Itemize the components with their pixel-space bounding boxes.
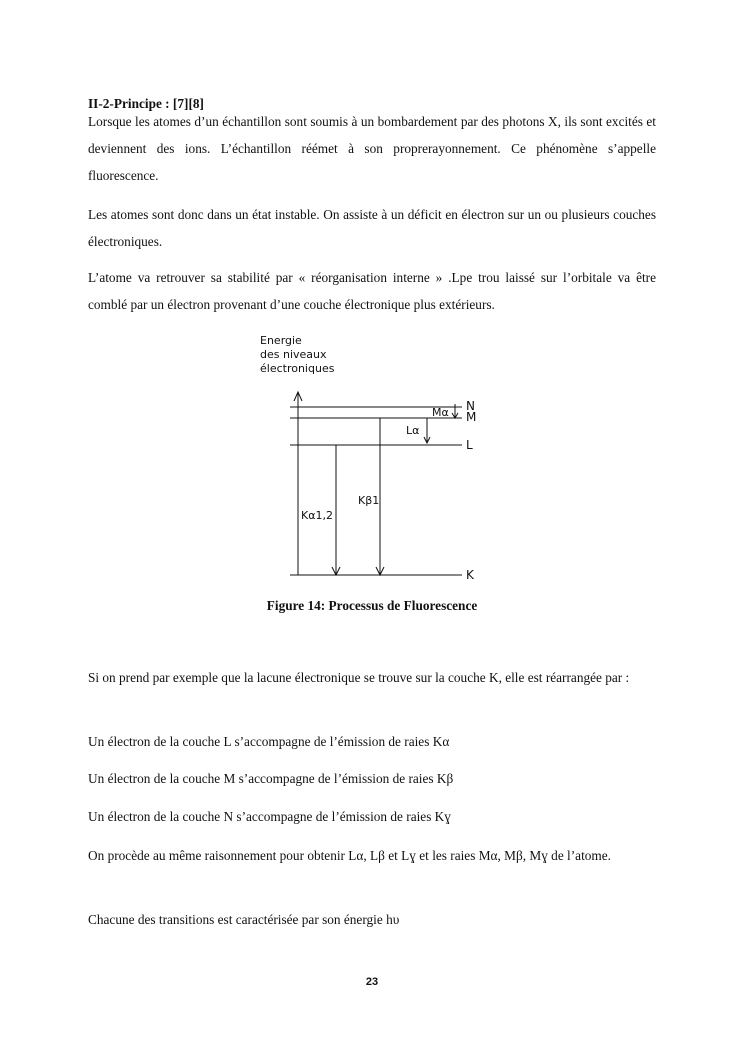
k-beta-label: Kβ1 bbox=[358, 494, 380, 507]
level-n-label: N bbox=[466, 399, 475, 413]
paragraph-example: Si on prend par exemple que la lacune électronique se trouve sur la couche K, elle est réarrangée par : bbox=[88, 670, 630, 685]
k-alpha-label: Kα1,2 bbox=[301, 509, 333, 522]
level-m-label: M bbox=[466, 410, 477, 424]
line-electron-n: Un électron de la couche N s’accompagne de l’émission de raies Kɣ bbox=[88, 809, 451, 824]
l-alpha-label: Lα bbox=[406, 424, 420, 437]
axis-label-line1: Energie bbox=[260, 334, 302, 347]
axis-label-line2: des niveaux bbox=[260, 348, 327, 361]
line-electron-l: Un électron de la couche L s’accompagne de l’émission de raies Kα bbox=[88, 734, 450, 749]
level-l-label: L bbox=[466, 438, 473, 452]
energy-level-diagram bbox=[250, 330, 490, 585]
paragraph-reorganisation: L’atome va retrouver sa stabilité par « réorganisation interne » .Lpe trou laissé sur l’orbitale va être comblé par un électron provenant d’une couche électronique plus extérieurs. bbox=[88, 270, 656, 312]
paragraph-intro: Lorsque les atomes d’un échantillon sont soumis à un bombardement par des photons X, ils sont excités et deviennent des ions. L’échantillon réémet à son proprerayonnement. Ce phénomène s’appelle fluorescence. bbox=[88, 114, 656, 183]
m-alpha-label: Mα bbox=[432, 406, 449, 419]
line-electron-m: Un électron de la couche M s’accompagne de l’émission de raies Kβ bbox=[88, 771, 454, 786]
level-k-label: K bbox=[466, 568, 474, 582]
section-heading: II-2-Principe : [7][8] bbox=[88, 96, 204, 111]
paragraph-energy: Chacune des transitions est caractérisée par son énergie hυ bbox=[88, 912, 400, 927]
page-number: 23 bbox=[365, 976, 379, 988]
figure-caption: Figure 14: Processus de Fluorescence bbox=[266, 598, 478, 613]
paragraph-reasoning: On procède au même raisonnement pour obtenir Lα, Lβ et Lɣ et les raies Mα, Mβ, Mɣ de l’atome. bbox=[88, 848, 611, 863]
axis-label-line3: électroniques bbox=[260, 362, 335, 375]
paragraph-instability: Les atomes sont donc dans un état instable. On assiste à un déficit en électron sur un ou plusieurs couches électroniques. bbox=[88, 207, 656, 249]
